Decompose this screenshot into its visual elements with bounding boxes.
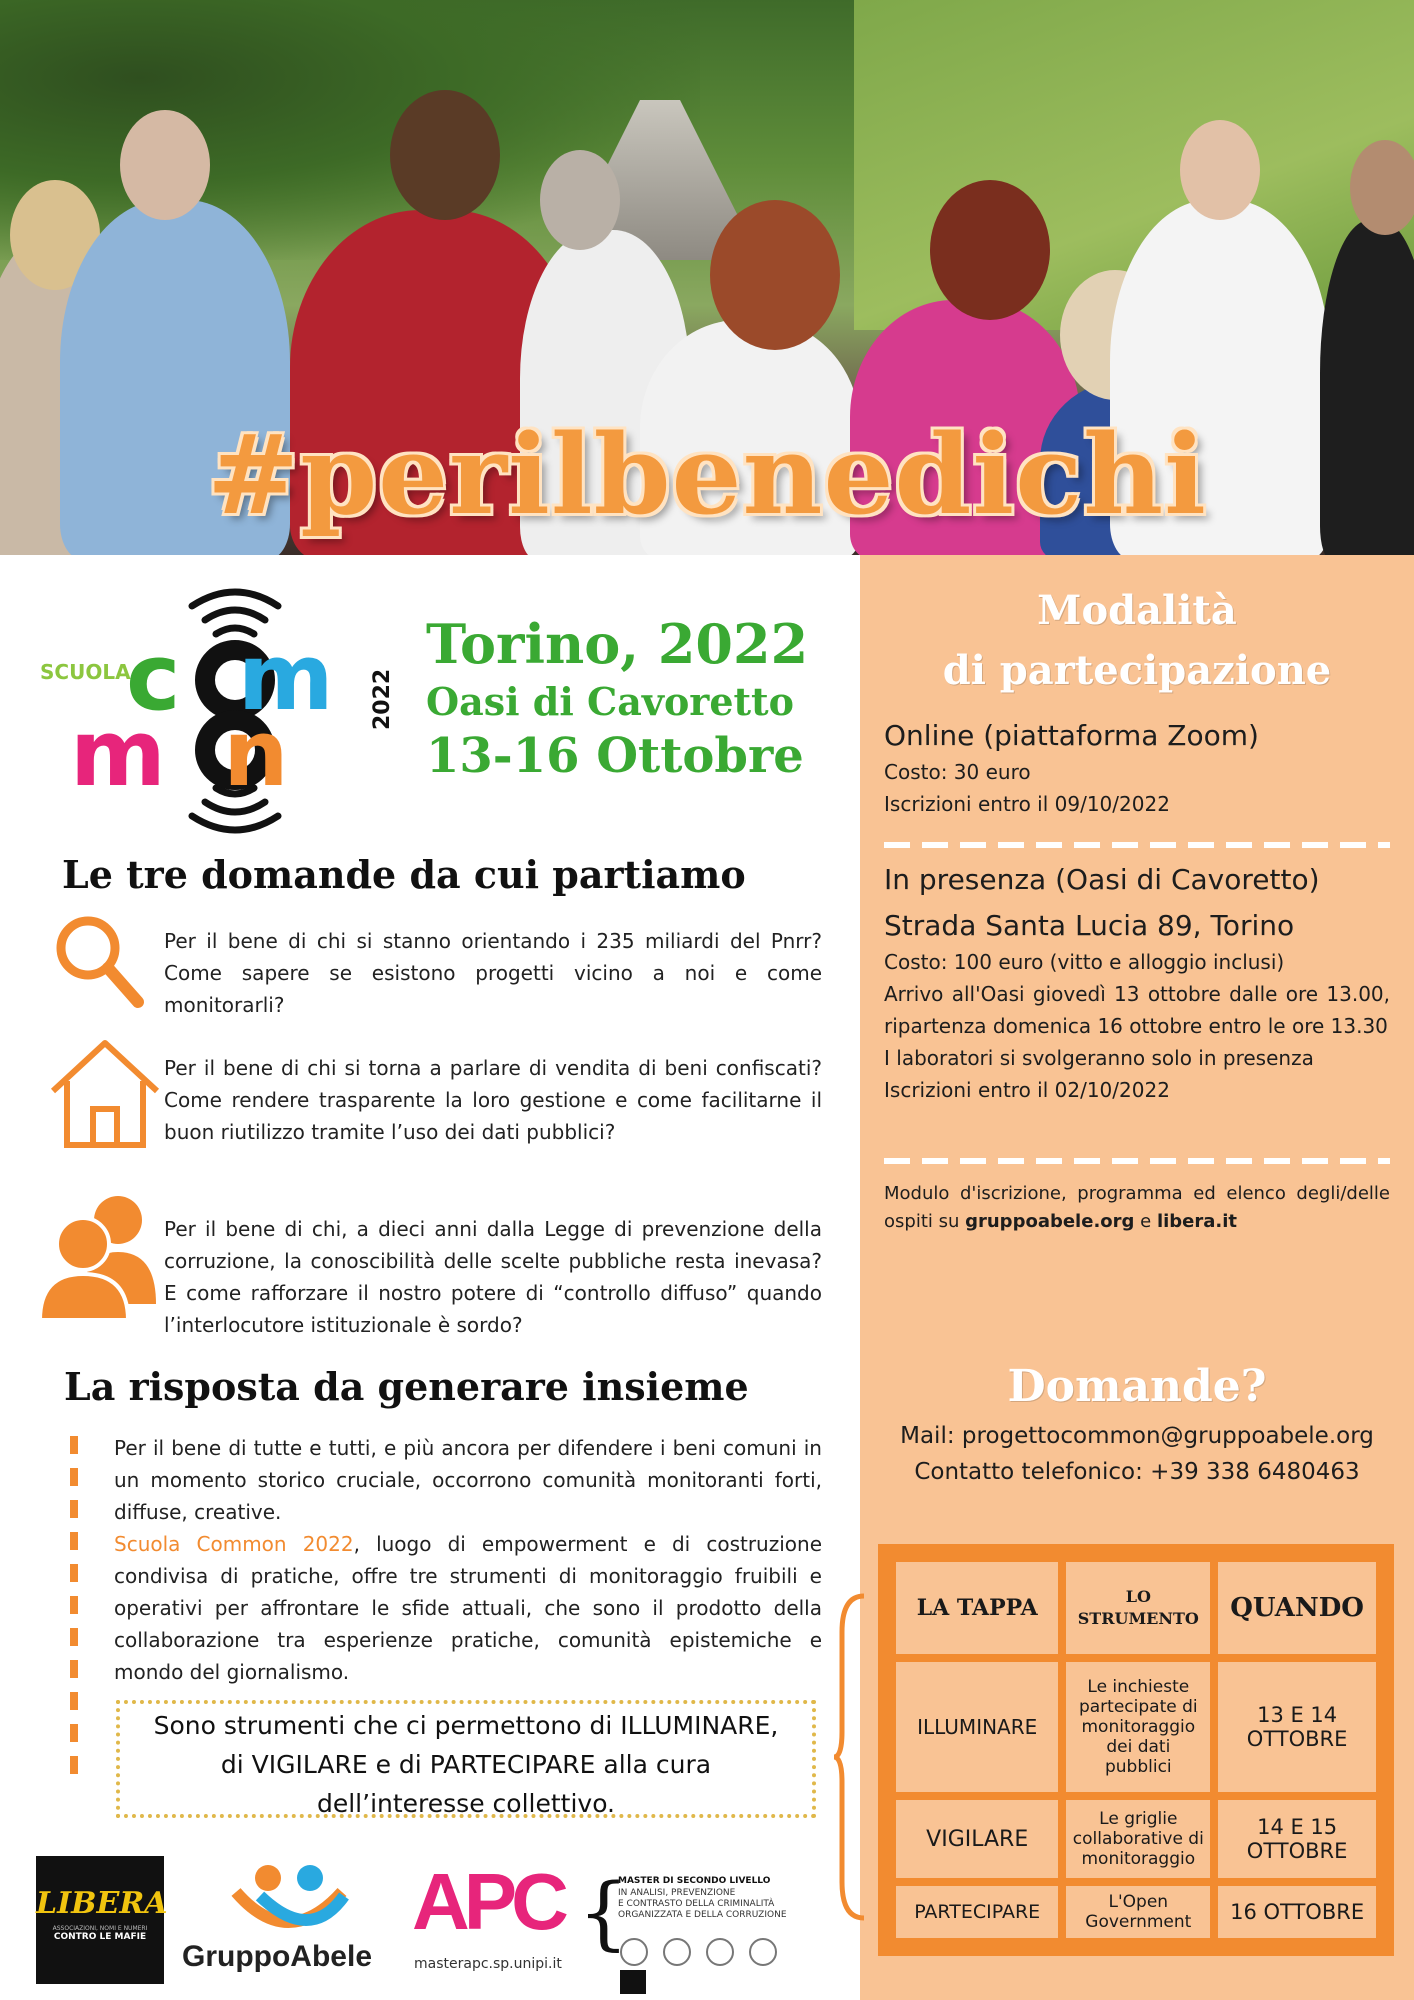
apc-wordmark: APC: [412, 1857, 563, 1946]
tappa-cell: VIGILARE: [896, 1800, 1058, 1878]
header-quando: QUANDO: [1218, 1562, 1376, 1654]
online-deadline: Iscrizioni entro il 09/10/2022: [884, 792, 1170, 816]
modalita-title-1: Modalità: [1037, 587, 1237, 634]
logo-line-2: m n: [70, 700, 286, 807]
table-row: [896, 1662, 1376, 1792]
quando-cell: 16 OTTOBRE: [1218, 1886, 1376, 1938]
table-row: [896, 1886, 1376, 1938]
online-title: Online (piattaforma Zoom): [884, 719, 1259, 752]
logo-year: 2022: [370, 668, 395, 730]
tappa-cell: PARTECIPARE: [896, 1886, 1058, 1938]
dashed-accent-bar: [70, 1436, 78, 1776]
person-head: [1350, 140, 1414, 235]
contact-mail[interactable]: Mail: progettocommon@gruppoabele.org: [900, 1423, 1374, 1449]
question-2-text: Per il bene di chi si torna a parlare di vendita di beni confiscati? Come rendere trasparente la loro gestione e come facilitarne il buon riutilizzo tramite l’uso dei dati pubblici?: [164, 1056, 822, 1144]
person-head: [390, 90, 500, 220]
presenza-cost: Costo: 100 euro (vitto e alloggio inclusi): [884, 950, 1285, 974]
answer-paragraph-2: , luogo di empowerment e di costruzione condivisa di pratiche, offre tre strumenti di monitoraggio fruibili e operativi per affrontare le sfide attuali, che sono il prodotto della collaborazione tra esperienze pratiche, comunità epistemiche e mondo del giornalismo.: [114, 1532, 823, 1684]
dashed-divider: [884, 842, 1390, 848]
event-info: [426, 612, 846, 784]
presenza-title: In presenza (Oasi di Cavoretto): [884, 863, 1320, 896]
online-cost: Costo: 30 euro: [884, 760, 1031, 784]
event-venue: Oasi di Cavoretto: [426, 679, 794, 724]
seal-icon: [706, 1938, 734, 1966]
quando-cell: 14 E 15 OTTOBRE: [1218, 1800, 1376, 1878]
tappa-cell: ILLUMINARE: [896, 1662, 1058, 1792]
person-head: [930, 180, 1050, 320]
info-and: e: [1134, 1211, 1157, 1232]
apc-logo: [412, 1857, 572, 1980]
apc-url: masterapc.sp.unipi.it: [414, 1956, 562, 1972]
callout-line-1: Sono strumenti che ci permettono di ILLUMINARE,: [153, 1711, 779, 1740]
table-header-row: [896, 1562, 1376, 1654]
libera-mini-logo: [620, 1970, 646, 1994]
gruppoabele-link[interactable]: gruppoabele.org: [965, 1211, 1135, 1232]
table-row: [896, 1800, 1376, 1878]
question-1-text: Per il bene di chi si stanno orientando i 235 miliardi del Pnrr? Come sapere se esistono progetti vicino a noi e come monitorarli?: [164, 929, 822, 1017]
seal-icon: [749, 1938, 777, 1966]
person-head: [710, 200, 840, 350]
scuola-common-highlight: Scuola Common 2022: [114, 1532, 354, 1556]
presenza-block: [884, 860, 1390, 1106]
master-line-2: IN ANALISI, PREVENZIONE: [618, 1888, 736, 1898]
event-dates: 13-16 Ottobre: [426, 728, 804, 784]
magnifier-icon: [50, 910, 150, 1010]
seal-icon: [663, 1938, 691, 1966]
logo-line-1: c m: [126, 624, 331, 731]
strumento-cell: L'Open Government: [1066, 1886, 1210, 1938]
modalita-title-2: di partecipazione: [942, 647, 1332, 694]
presenza-labs: I laboratori si svolgeranno solo in presenza: [884, 1046, 1314, 1070]
person-head: [120, 110, 210, 220]
quando-cell: 13 E 14 OTTOBRE: [1218, 1662, 1376, 1792]
curly-brace-icon: {: [578, 1866, 629, 1959]
questions-title: Le tre domande da cui partiamo: [62, 852, 746, 897]
schedule-table-frame: [878, 1544, 1394, 1956]
callout-line-2: di VIGILARE e di PARTECIPARE alla cura: [220, 1750, 712, 1779]
contact-phone[interactable]: Contatto telefonico: +39 338 6480463: [914, 1459, 1360, 1485]
strumento-cell: Le inchieste partecipate di monitoraggio dei dati pubblici: [1066, 1662, 1210, 1792]
hashtag-title: #perilbenedichi: [207, 410, 1207, 539]
libera-subtitle-2: CONTRO LE MAFIE: [53, 1932, 147, 1942]
master-logo: [578, 1866, 818, 1984]
dashed-divider: [884, 1158, 1390, 1164]
gruppoabele-wordmark: GruppoAbele: [182, 1940, 373, 1973]
person-head: [1180, 120, 1260, 220]
tools-callout: [116, 1700, 816, 1818]
seal-icon: [620, 1938, 648, 1966]
partner-logos: [0, 1850, 860, 1990]
answer-paragraph-1: Per il bene di tutte e tutti, e più ancora per difendere i beni comuni in un momento storico cruciale, occorrono comunità monitoranti forti, diffuse, creative.: [114, 1436, 822, 1524]
event-city-year: Torino, 2022: [426, 612, 809, 676]
registration-info: [884, 1180, 1390, 1236]
master-line-1: MASTER DI SECONDO LIVELLO: [618, 1876, 771, 1886]
libera-link[interactable]: libera.it: [1156, 1211, 1238, 1232]
header-tappa: LA TAPPA: [896, 1562, 1058, 1654]
gruppoabele-mark: [230, 1862, 350, 1932]
presenza-address: Strada Santa Lucia 89, Torino: [884, 909, 1295, 942]
gruppoabele-logo: [180, 1862, 400, 1982]
people-icon: [38, 1192, 168, 1322]
answer-text: [114, 1432, 822, 1688]
answer-title: La risposta da generare insieme: [64, 1364, 749, 1409]
master-line-4: ORGANIZZATA E DELLA CORRUZIONE: [618, 1910, 787, 1920]
strumento-cell: Le griglie collaborative di monitoraggio: [1066, 1800, 1210, 1878]
schedule-table: [888, 1554, 1384, 1946]
contacts-title: Domande?: [1007, 1361, 1267, 1412]
libera-subtitle-1: ASSOCIAZIONI, NOMI E NUMERI: [52, 1925, 148, 1932]
university-seals: [620, 1938, 818, 1998]
libera-wordmark: LIBERA: [36, 1886, 168, 1921]
presenza-deadline: Iscrizioni entro il 02/10/2022: [884, 1078, 1170, 1102]
libera-logo: [36, 1856, 168, 1984]
master-line-3: E CONTRASTO DELLA CRIMINALITÀ: [618, 1899, 775, 1909]
logo-prefix: SCUOLA: [40, 660, 131, 684]
house-icon: [45, 1035, 165, 1155]
online-block: [884, 716, 1390, 820]
presenza-arrival: Arrivo all'Oasi giovedì 13 ottobre dalle ore 13.00, ripartenza domenica 16 ottobre entro le ore 13.30: [884, 982, 1390, 1038]
info-text: Modulo d'iscrizione, programma ed elenco degli/delle ospiti su: [884, 1183, 1390, 1232]
callout-line-3: dell’interesse collettivo.: [316, 1789, 615, 1818]
question-3-text: Per il bene di chi, a dieci anni dalla Legge di prevenzione della corruzione, la conoscibilità delle scelte pubbliche resta inevasa? E come rafforzare il nostro potere di “controllo diffuso” quando l’interlocutore istituzionale è sordo?: [164, 1217, 822, 1337]
scuola-common-logo: [30, 580, 410, 840]
header-strumento: LO STRUMENTO: [1066, 1562, 1210, 1654]
person-head: [540, 150, 620, 250]
